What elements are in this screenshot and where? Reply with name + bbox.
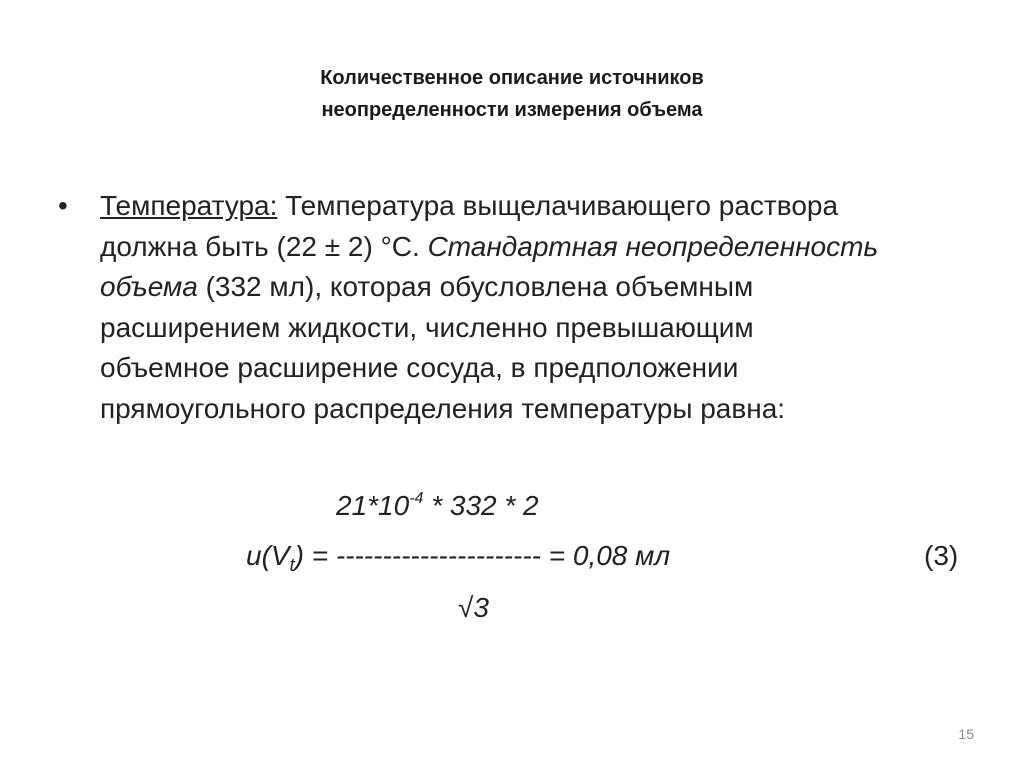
body-line-2-italic: Стандартная неопределенность: [427, 230, 879, 262]
title-line-2: неопределенности измерения объема: [321, 99, 703, 121]
bullet-marker: •: [58, 190, 68, 221]
numerator-exponent: -4: [409, 490, 424, 507]
body-line-5: объемное расширение сосуда, в предположении: [100, 352, 739, 383]
body-line-2-plain: должна быть (22 ± 2) °С.: [100, 230, 428, 262]
body-line-1-rest: Температура выщелачивающего раствора: [277, 190, 839, 221]
body-line-3-italic: объема: [100, 271, 198, 302]
formula-main-line: [246, 540, 670, 576]
formula-denominator: √3: [458, 592, 489, 623]
numerator-base: 21*10: [336, 490, 410, 521]
body-line-1: [100, 186, 980, 227]
page-number: 15: [958, 726, 974, 742]
lhs-subscript: t: [289, 555, 295, 575]
equation-number: (3): [924, 540, 959, 571]
lhs-rest: ) = ---------------------- = 0,08 мл: [294, 540, 671, 571]
formula-numerator: [336, 490, 539, 522]
body-line-2: [100, 227, 980, 268]
body-line-3-plain: (332 мл), которая обусловлена объемным: [197, 271, 754, 302]
lhs-start: u(V: [246, 540, 290, 571]
numerator-rest: * 332 * 2: [423, 490, 539, 521]
bullet-text: [100, 186, 980, 429]
body-line-4: расширением жидкости, численно превышающим: [100, 311, 754, 343]
slide-title: [0, 62, 1024, 126]
term-temperature: Температура:: [100, 190, 278, 221]
title-line-1: Количественное описание источников: [320, 67, 704, 89]
body-line-6: прямоугольного распределения температуры равна:: [100, 392, 786, 424]
body-line-3: [100, 267, 980, 308]
